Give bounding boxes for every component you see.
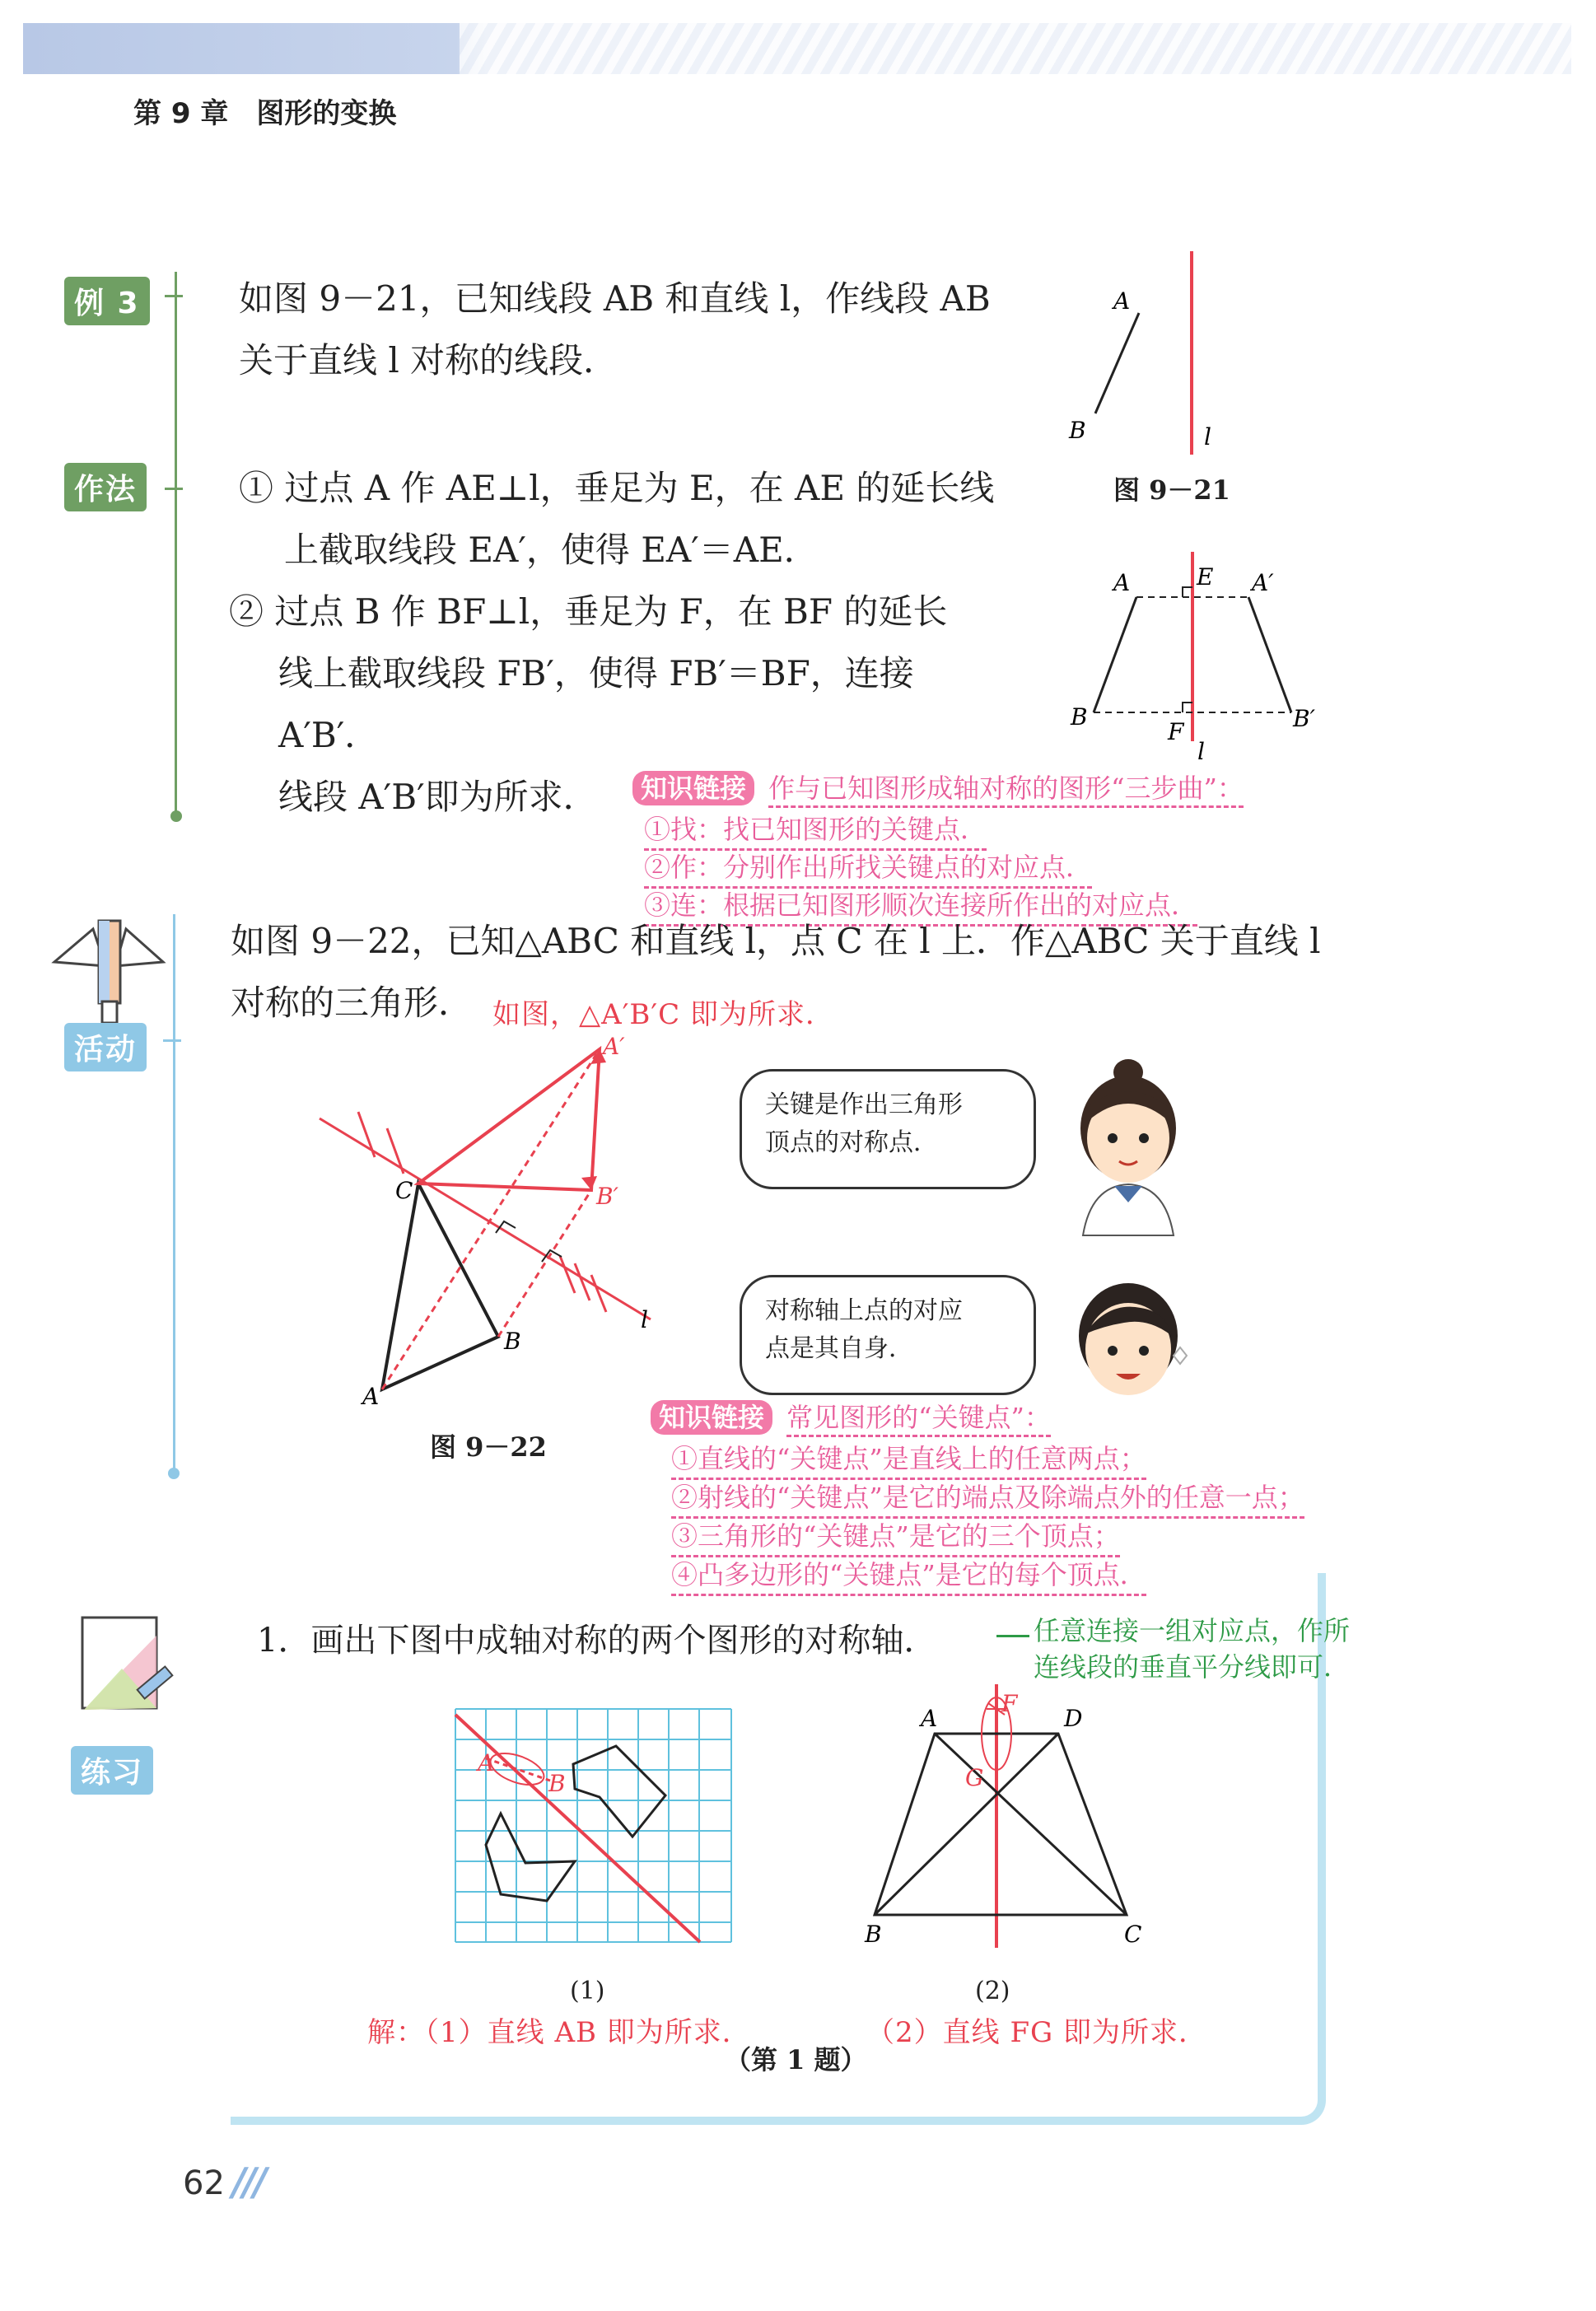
example-line-1: 如图 9－21，已知线段 AB 和直线 l，作线段 AB [239, 278, 991, 319]
practice-figure-1 [451, 1705, 740, 1952]
method-tag: 作法 [64, 463, 147, 511]
triangle-ABC [382, 1184, 498, 1389]
label-F: F [1168, 718, 1184, 745]
label-G: G [965, 1764, 984, 1791]
boy-avatar [1058, 1268, 1198, 1408]
method-step2-line1: ② 过点 B 作 BF⊥l，垂足为 F，在 BF 的延长 [229, 591, 948, 632]
example-line-2: 关于直线 l 对称的线段． [239, 340, 618, 380]
knowledge-item: ②射线的“关键点”是它的端点及除端点外的任意一点； [671, 1477, 1304, 1519]
speech-bubble-2 [740, 1275, 1036, 1395]
trapezoid-ABCD [875, 1734, 1127, 1915]
arrow-head [581, 1176, 597, 1190]
activity-rule [173, 914, 175, 1474]
figure-caption-9-22: 图 9－22 [430, 1431, 547, 1463]
tick-mark [358, 1112, 375, 1157]
label-l: l [1197, 738, 1205, 765]
label-l: l [641, 1306, 648, 1333]
activity-kite-icon [48, 904, 171, 1028]
label-l: l [1204, 423, 1211, 451]
label-B: B [504, 1328, 521, 1355]
tick-mark [560, 1256, 575, 1293]
segment-AB [1095, 313, 1139, 413]
activity-line-2: 对称的三角形． [231, 983, 474, 1023]
knowledge-link-2 [651, 1397, 1051, 1435]
label-B: B [548, 1770, 566, 1797]
method-step2-line3: A′B′． [278, 715, 380, 755]
label-F: F [1001, 1690, 1018, 1717]
practice-notebook-icon [58, 1603, 181, 1726]
knowledge-title: 作与已知图形成轴对称的图形“三步曲”： [768, 773, 1244, 808]
rule-dot [170, 810, 182, 822]
label-A: A [1113, 569, 1131, 596]
chapter-title: 第 9 章 图形的变换 [133, 97, 397, 130]
label-A: A [921, 1705, 938, 1732]
label-B: B [1071, 703, 1088, 731]
tick-mark [387, 1128, 404, 1174]
rule-tick [163, 1039, 181, 1042]
girl-avatar [1058, 1046, 1198, 1244]
knowledge-link-1 [632, 768, 1244, 805]
bubble-line: 点是其自身． [765, 1334, 913, 1363]
label-A: A [1113, 287, 1131, 315]
label-C: C [1124, 1921, 1142, 1948]
knowledge-item: ③连：根据已知图形顺次连接所作出的对应点． [644, 885, 1197, 927]
activity-line-1: 如图 9－22，已知△ABC 和直线 l，点 C 在 l 上．作△ABC 关于直线 l [231, 921, 1321, 961]
knowledge-item: ④凸多边形的“关键点”是它的每个顶点． [671, 1554, 1146, 1596]
label-A2: A′ [1252, 569, 1274, 596]
tick-mark [591, 1275, 606, 1312]
rule-tick [165, 488, 183, 490]
bubble-line: 对称轴上点的对应 [765, 1296, 963, 1325]
practice-answer-1: 解：（1）直线 AB 即为所求． [367, 2016, 751, 2049]
label-B2: B′ [1293, 705, 1315, 732]
activity-tag: 活动 [64, 1023, 147, 1071]
label-A: A [362, 1383, 380, 1410]
label-A2: A′ [603, 1033, 625, 1060]
segment-A2B2 [1248, 597, 1291, 712]
header-band [23, 23, 1571, 74]
activity-answer: 如图，△A′B′C 即为所求． [492, 998, 834, 1031]
figure-caption-9-21: 图 9－21 [1113, 474, 1230, 506]
line-l [320, 1118, 651, 1319]
figure-9-22 [313, 1021, 692, 1417]
label-B: B [1069, 417, 1086, 444]
segment-BB2 [498, 1190, 591, 1337]
label-D: D [1064, 1705, 1083, 1732]
shape-upper [573, 1746, 665, 1837]
example-rule [175, 272, 177, 815]
figure-label-2: (2) [975, 1977, 1010, 2005]
label-C: C [395, 1177, 413, 1204]
knowledge-item: ③三角形的“关键点”是它的三个顶点； [671, 1515, 1120, 1557]
hint-arrow [996, 1635, 1029, 1637]
bubble-line: 关键是作出三角形 [765, 1090, 963, 1119]
speech-bubble-1 [740, 1069, 1036, 1189]
knowledge-label: 知识链接 [651, 1400, 772, 1435]
knowledge-item: ②作：分别作出所找关键点的对应点． [644, 847, 1092, 889]
method-step1-line2: 上截取线段 EA′，使得 EA′＝AE． [284, 530, 819, 570]
practice-figure-2 [856, 1680, 1153, 1960]
rule-tick [165, 295, 183, 297]
label-B: B [865, 1921, 882, 1948]
method-conclusion: 线段 A′B′即为所求． [278, 777, 598, 817]
practice-question-1: 1．画出下图中成轴对称的两个图形的对称轴． [257, 1622, 937, 1660]
triangle-A2B2C [418, 1049, 600, 1190]
figure-trapezoid [1062, 544, 1334, 766]
label-A: A [478, 1749, 495, 1776]
practice-caption: （第 1 题） [725, 2044, 867, 2075]
knowledge-title: 常见图形的“关键点”： [786, 1402, 1051, 1437]
practice-tag: 练习 [71, 1746, 153, 1795]
knowledge-item: ①找：找已知图形的关键点． [644, 809, 987, 851]
bubble-line: 顶点的对称点． [765, 1128, 938, 1157]
figure-label-1: (1) [570, 1977, 605, 2005]
knowledge-label: 知识链接 [632, 771, 754, 805]
page-number: 62 [183, 2164, 225, 2202]
shape-lower [486, 1814, 575, 1901]
page-decoration: /// [232, 2159, 264, 2204]
label-E: E [1197, 563, 1214, 591]
hint-line-2: 连线段的垂直平分线即可． [1034, 1651, 1351, 1683]
practice-answer-2: （2）直线 FG 即为所求． [866, 2016, 1207, 2049]
knowledge-item: ①直线的“关键点”是直线上的任意两点； [671, 1438, 1146, 1480]
example-tag: 例 3 [64, 277, 150, 325]
hint-line-1: 任意连接一组对应点，作所 [1034, 1615, 1351, 1646]
method-step2-line2: 线上截取线段 FB′，使得 FB′＝BF，连接 [278, 653, 914, 693]
label-B2: B′ [596, 1183, 618, 1210]
rule-dot [168, 1468, 180, 1479]
segment-AB [1094, 597, 1136, 712]
method-step1-line1: ① 过点 A 作 AE⊥l，垂足为 E，在 AE 的延长线 [239, 468, 995, 508]
